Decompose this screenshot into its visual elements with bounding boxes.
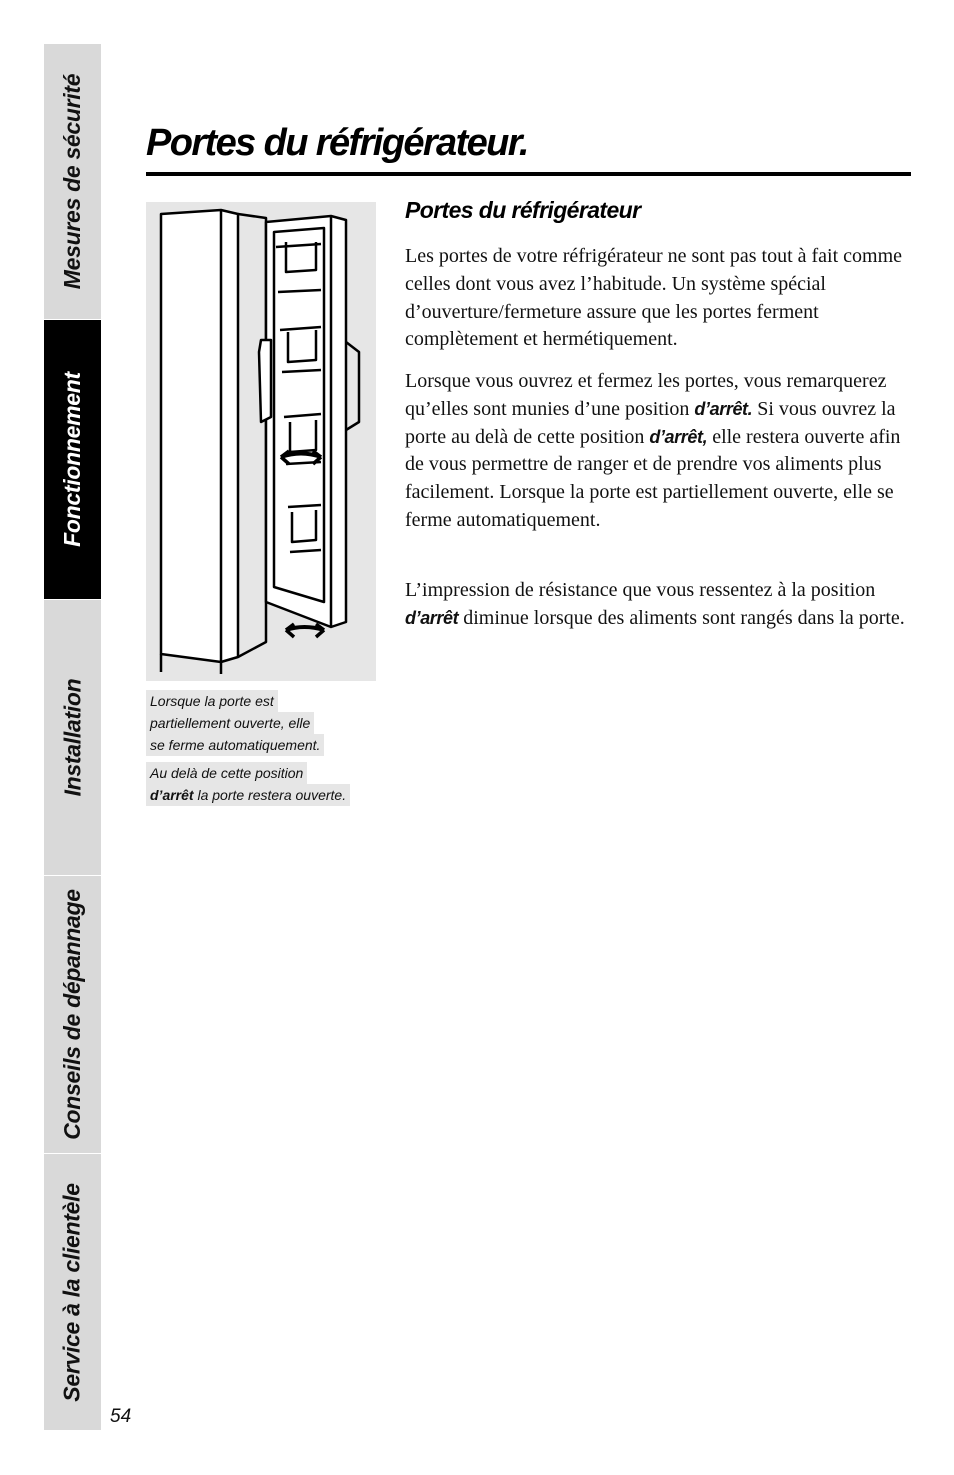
paragraph-3-text-a: L’impression de résistance que vous ressentez à la position	[405, 579, 876, 601]
paragraph-1: Les portes de votre réfrigérateur ne sont pas tout à fait comme celles dont vous avez l’habitude. Un système spécial d’ouverture/fermeture assure que les portes ferment complètement et hermétiquement.	[405, 245, 903, 351]
page-number: 54	[110, 1406, 132, 1427]
tab-label: Fonctionnement	[59, 372, 85, 547]
page-title: Portes du réfrigérateur.	[146, 122, 528, 164]
paragraph-3	[405, 577, 905, 633]
caption-rest: la porte restera ouverte.	[193, 787, 347, 803]
title-rule	[146, 172, 911, 176]
caption-line: Au delà de cette position	[146, 762, 307, 784]
paragraph-2	[405, 368, 905, 535]
tab-service-a-la-clientele[interactable]	[44, 1154, 101, 1431]
caption-line	[146, 784, 350, 806]
stop-position-term: d’arrêt	[405, 607, 459, 628]
paragraph-3-text-b: diminue lorsque des aliments sont rangés dans la porte.	[458, 606, 905, 629]
tab-fonctionnement[interactable]	[44, 320, 101, 600]
stop-position-term: d’arrêt.	[694, 398, 753, 419]
paragraph-2-text-c: elle restera ouverte afin de vous permettre de ranger et de prendre vos aliments plus facilement. Lorsque la porte est partiellement ouverte, elle se ferme automatiquement.	[405, 425, 901, 531]
tab-label: Mesures de sécurité	[59, 73, 85, 290]
tab-label: Service à la clientèle	[59, 1182, 85, 1402]
side-tabs	[44, 44, 101, 1431]
section-title: Portes du réfrigérateur	[405, 197, 641, 223]
figure-caption-closing	[146, 690, 324, 756]
tab-label: Conseils de dépannage	[59, 889, 86, 1140]
paragraph-2-text-a: Lorsque vous ouvrez et fermez les portes, vous remarquerez qu’elles sont munies d’une position	[405, 370, 887, 420]
caption-line: partiellement ouverte, elle	[146, 712, 314, 734]
stop-position-term: d’arrêt,	[649, 426, 708, 447]
refrigerator-door-drawing	[146, 202, 376, 681]
caption-line: se ferme automatiquement.	[146, 734, 324, 756]
tab-mesures-de-securite[interactable]	[44, 44, 101, 320]
tab-conseils-de-depannage[interactable]	[44, 876, 101, 1154]
caption-term: d’arrêt	[150, 787, 194, 803]
tab-installation[interactable]	[44, 600, 101, 876]
caption-line: Lorsque la porte est	[146, 690, 278, 712]
paragraph-2-text-b: Si vous ouvrez la porte au delà de cette position	[405, 397, 896, 448]
refrigerator-door-illustration	[146, 202, 376, 681]
tab-label: Installation	[59, 678, 85, 797]
figure-caption-stop-position	[146, 762, 350, 806]
